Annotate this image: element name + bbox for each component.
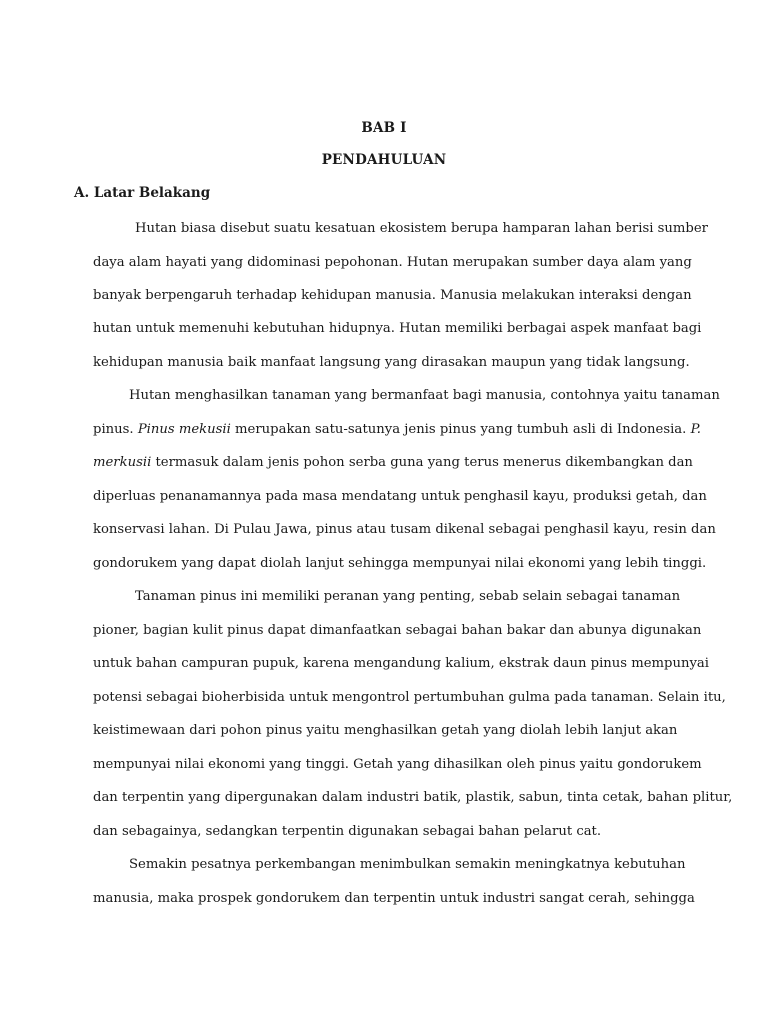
species-epithet: merkusii: [93, 455, 152, 470]
paragraph-line: dan terpentin yang dipergunakan dalam industri batik, plastik, sabun, tinta cetak, bahan plitur,: [93, 790, 733, 805]
chapter-number: BAB I: [361, 120, 407, 136]
paragraph-line: potensi sebagai bioherbisida untuk mengontrol pertumbuhan gulma pada tanaman. Selain itu,: [93, 690, 726, 705]
paragraph-line: daya alam hayati yang didominasi pepohonan. Hutan merupakan sumber daya alam yang: [93, 255, 692, 270]
line-segment: merupakan satu-satunya jenis pinus yang tumbuh asli di Indonesia.: [230, 422, 691, 437]
paragraph-line: untuk bahan campuran pupuk, karena mengandung kalium, ekstrak daun pinus mempunyai: [93, 656, 710, 671]
chapter-title: PENDAHULUAN: [321, 152, 447, 168]
paragraph-line: Semakin pesatnya perkembangan menimbulkan semakin meningkatnya kebutuhan: [129, 857, 686, 872]
line-segment: termasuk dalam jenis pohon serba guna yang terus menerus dikembangkan dan: [151, 455, 693, 470]
paragraph-line: diperluas penanamannya pada masa mendatang untuk penghasil kayu, produksi getah, dan: [93, 489, 707, 504]
paragraph-line: Hutan menghasilkan tanaman yang bermanfaat bagi manusia, contohnya yaitu tanaman: [129, 388, 720, 403]
species-name: Pinus mekusii: [137, 422, 231, 437]
paragraph-line: konservasi lahan. Di Pulau Jawa, pinus atau tusam dikenal sebagai penghasil kayu, resin dan: [93, 522, 716, 537]
paragraph-line: hutan untuk memenuhi kebutuhan hidupnya. Hutan memiliki berbagai aspek manfaat bagi: [93, 321, 702, 336]
paragraph-line: mempunyai nilai ekonomi yang tinggi. Getah yang dihasilkan oleh pinus yaitu gondorukem: [93, 757, 702, 772]
species-abbrev: P.: [690, 422, 701, 437]
paragraph-line: keistimewaan dari pohon pinus yaitu menghasilkan getah yang diolah lebih lanjut akan: [93, 723, 678, 738]
paragraph-line: [93, 454, 693, 472]
paragraph-line: kehidupan manusia baik manfaat langsung yang dirasakan maupun yang tidak langsung.: [93, 355, 690, 370]
paragraph-line: pioner, bagian kulit pinus dapat dimanfaatkan sebagai bahan bakar dan abunya digunakan: [93, 623, 702, 638]
paragraph-line: dan sebagainya, sedangkan terpentin digunakan sebagai bahan pelarut cat.: [93, 824, 602, 839]
paragraph-line: Tanaman pinus ini memiliki peranan yang penting, sebab selain sebagai tanaman: [135, 589, 681, 604]
paragraph-line: [93, 421, 701, 439]
paragraph-line: gondorukem yang dapat diolah lanjut sehingga mempunyai nilai ekonomi yang lebih tinggi.: [93, 556, 707, 571]
line-segment: pinus.: [93, 422, 138, 437]
section-heading: A. Latar Belakang: [74, 185, 211, 201]
paragraph-line: banyak berpengaruh terhadap kehidupan manusia. Manusia melakukan interaksi dengan: [93, 288, 692, 303]
paragraph-line: Hutan biasa disebut suatu kesatuan ekosistem berupa hamparan lahan berisi sumber: [135, 221, 708, 236]
paragraph-line: manusia, maka prospek gondorukem dan terpentin untuk industri sangat cerah, sehingga: [93, 891, 695, 906]
